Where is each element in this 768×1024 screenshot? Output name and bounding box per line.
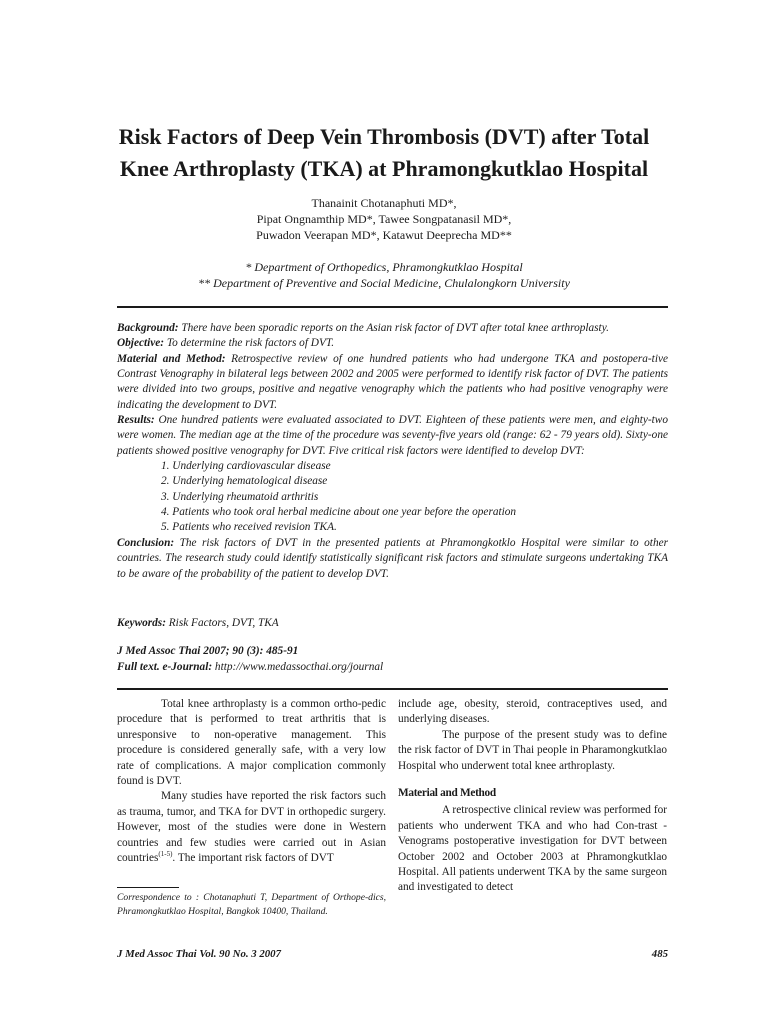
abstract-method xyxy=(117,352,668,413)
body-paragraph: A retrospective clinical review was performed for patients who underwent TKA and who had Con-trast - Venograms postoperative investigation for DVT between October 2002 and October 2003 at Phramongkutklao Hospital. All patients underwent TKA by the same surgeon and investigated to detect xyxy=(398,804,667,894)
objective-text: To determine the risk factors of DVT. xyxy=(164,337,335,350)
article-title xyxy=(60,121,708,185)
citation xyxy=(117,644,668,675)
method-text: Retrospective review of one hundred patients who had undergone TKA and postopera-tive Contrast Venography in bilateral legs between 2002 and 2005 were performed to identify risk factor of DVT. The patients were divided into two groups, positive and negative venography which the patients who had positive venography were indicating the development to DVT. xyxy=(117,352,668,411)
author-list xyxy=(60,195,708,243)
keywords-text: Risk Factors, DVT, TKA xyxy=(165,617,279,629)
body-paragraph: The purpose of the present study was to define the risk factor of DVT in Thai people in Pharamongkutklao Hospital who underwent total knee arthroplasty. xyxy=(398,728,667,772)
results-label: Results: xyxy=(117,414,155,427)
section-heading: Material and Method xyxy=(398,787,496,800)
citation-journal: J Med Assoc Thai 2007; 90 (3): 485-91 xyxy=(117,645,299,657)
bottom-divider xyxy=(117,688,668,690)
top-divider xyxy=(117,306,668,308)
background-text: There have been sporadic reports on the Asian risk factor of DVT after total knee arthroplasty. xyxy=(178,322,609,334)
correspondence-footnote: Correspondence to : Chotanaphuti T, Department of Orthope-dics, Phramongkutklao Hospital, Bangkok 10400, Thailand. xyxy=(117,892,386,917)
list-item: 5. Patients who received revision TKA. xyxy=(161,521,337,534)
citation-ref: (1-5) xyxy=(158,850,173,859)
fulltext-link[interactable]: http://www.medassocthai.org/journal xyxy=(212,660,384,673)
conclusion-text: The risk factors of DVT in the presented patients at Phramongkotklo Hospital were similar to other countries. The research study could identify statistically significant risk factors and stimulate surgeons undertaking TKA to be aware of the probability of the patient to develop DVT. xyxy=(117,536,668,580)
keywords xyxy=(117,616,668,631)
list-item: 2. Underlying hematological disease xyxy=(161,475,328,488)
method-label: Material and Method: xyxy=(117,352,226,365)
page-number: 485 xyxy=(651,948,668,960)
affiliations xyxy=(60,259,708,291)
background-label: Background: xyxy=(117,322,179,334)
list-item: 1. Underlying cardiovascular disease xyxy=(161,460,331,473)
abstract-objective xyxy=(117,336,668,351)
objective-label: Objective: xyxy=(117,337,165,350)
fulltext-label: Full text. e-Journal: xyxy=(117,660,213,673)
title-line-1: Risk Factors of Deep Vein Thrombosis (DVT) after Total xyxy=(118,124,650,149)
paragraph-text: . The important risk factors of DVT xyxy=(172,852,334,865)
title-line-2: Knee Arthroplasty (TKA) at Phramongkutklao Hospital xyxy=(119,156,649,181)
abstract-results xyxy=(117,413,668,459)
abstract-conclusion xyxy=(117,536,668,582)
conclusion-label: Conclusion: xyxy=(117,536,175,549)
footer-journal: J Med Assoc Thai Vol. 90 No. 3 2007 xyxy=(117,948,281,960)
body-paragraph: include age, obesity, steroid, contraceptives used, and underlying diseases. xyxy=(398,698,667,726)
footnote-divider xyxy=(117,887,179,888)
list-item: 3. Underlying rheumatoid arthritis xyxy=(161,490,319,503)
paragraph-text: Many studies have reported the risk factors such as trauma, tumor, and TKA for DVT in orthopedic surgery. However, most of the studies were done in Western countries and few studies were carried out in Asian countries xyxy=(117,790,386,865)
list-item: 4. Patients who took oral herbal medicine about one year before the operation xyxy=(161,506,517,519)
risk-factor-list xyxy=(117,459,668,536)
results-text: One hundred patients were evaluated associated to DVT. Eighteen of these patients were men, and eighty-two were women. The median age at the time of the procedure was seventy-five years old (range: 62 - 79 years old). Sixty-one patients showed positive venography for DVT. Five critical risk factors were identified to develop DVT: xyxy=(117,414,668,457)
abstract-background xyxy=(117,321,668,336)
author-line: Pipat Ongnamthip MD*, Tawee Songpatanasil MD*, xyxy=(256,212,512,226)
body-paragraph: Total knee arthroplasty is a common ortho-pedic procedure that is performed to treat arthritis that is unresponsive to non-operative management. This procedure is considered generally safe, with a very low rate of complications. A major complication commonly found is DVT. xyxy=(117,698,386,788)
body-column-left xyxy=(117,697,386,866)
keywords-label: Keywords: xyxy=(117,617,166,629)
body-column-right xyxy=(398,697,667,896)
affiliation-line: * Department of Orthopedics, Phramongkutklao Hospital xyxy=(245,260,523,274)
affiliation-line: ** Department of Preventive and Social Medicine, Chulalongkorn University xyxy=(198,276,570,290)
author-line: Puwadon Veerapan MD*, Katawut Deeprecha MD** xyxy=(256,228,512,242)
body-paragraph xyxy=(117,789,386,866)
abstract xyxy=(117,321,668,582)
author-line: Thanainit Chotanaphuti MD*, xyxy=(311,196,457,210)
